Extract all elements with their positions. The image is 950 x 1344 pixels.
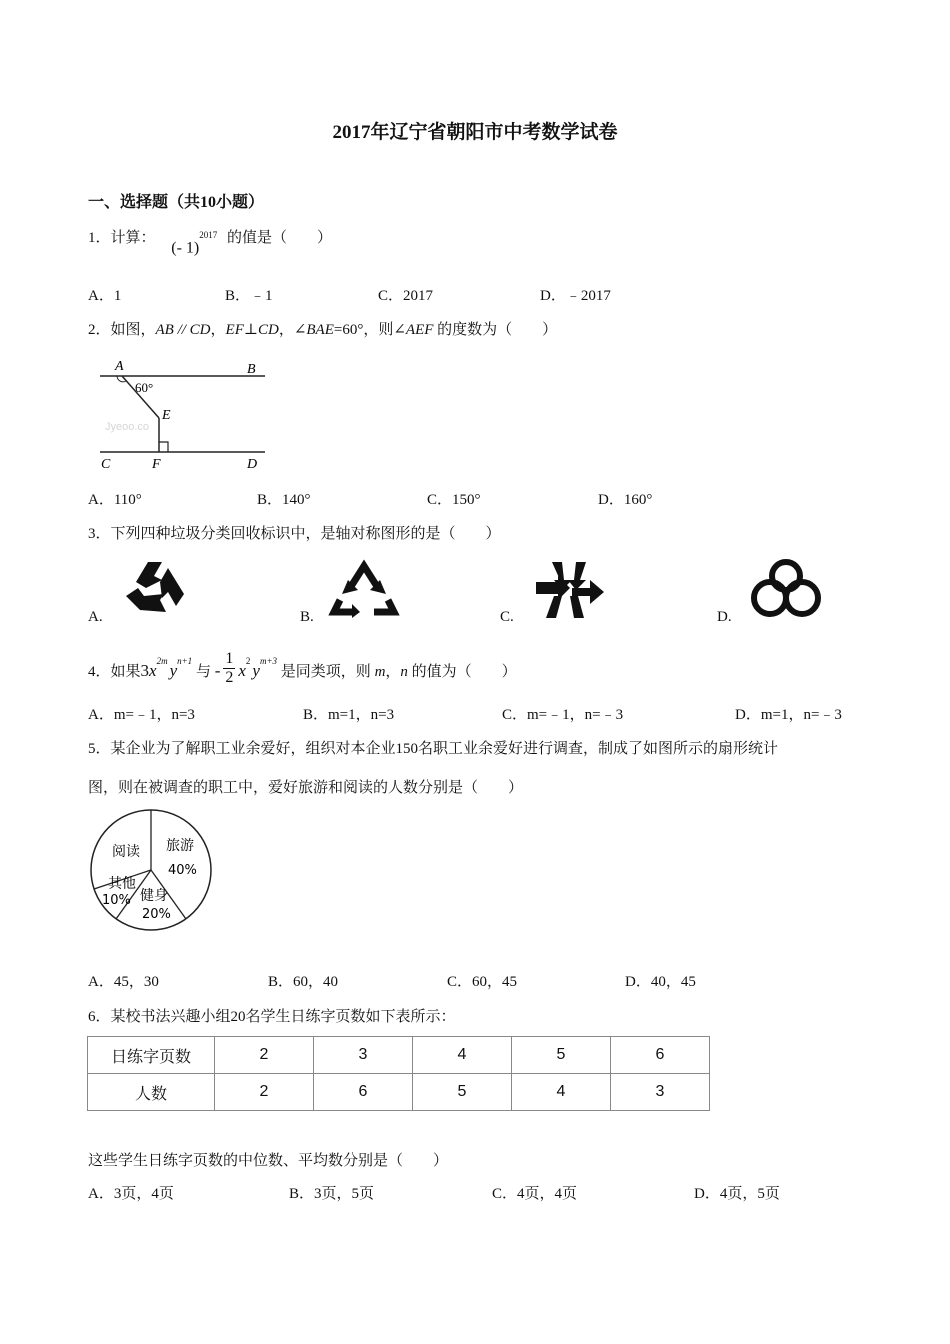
q1-option-d[interactable]: D．﹣2017 [540,288,611,304]
q3-option-c-label[interactable]: C. [500,609,514,625]
q1-expr-exp: 2017 [199,229,218,240]
q4-option-b[interactable]: B．m=1，n=3 [303,707,395,723]
q2-option-a[interactable]: A．110° [88,492,142,508]
q2-parallel-lines-figure [95,356,275,476]
q6-option-a[interactable]: A．3页，4页 [88,1186,174,1202]
three-rings-icon [748,556,824,620]
table-cell: 4 [512,1074,611,1111]
pie-label-fitness-pct: 20% [142,907,171,922]
q1-option-b[interactable]: B．﹣1 [225,288,273,304]
q4-fraction [223,650,235,687]
pie-label-travel: 旅游 [166,838,194,854]
q4-coef: 3 [140,660,150,680]
table-row [88,1074,710,1111]
pie-label-other: 其他 [108,876,136,892]
pie-label-travel-pct: 40% [168,863,197,878]
q6-option-b[interactable]: B．3页，5页 [289,1186,375,1202]
label-a: A [115,359,124,374]
triangle-arrows-icon [328,558,400,620]
q5-option-d[interactable]: D．40，45 [625,974,696,990]
q6-data-table [87,1036,710,1111]
q4-minus: - [214,660,221,680]
q1-stem [88,226,333,256]
q6-stem: 6．某校书法兴趣小组20名学生日练字页数如下表所示： [88,1009,456,1025]
q4-comma: ， [385,663,401,680]
q4-tail1: 是同类项，则 [277,663,375,680]
converging-arrows-icon [532,562,606,620]
q2-tail: 的度数为（ ） [433,322,558,338]
q4-y2: y [252,660,260,680]
q4-option-c[interactable]: C．m=﹣1，n=﹣3 [502,707,624,723]
q3-option-a-label[interactable]: A. [88,609,103,625]
pie-label-reading: 阅读 [112,844,140,860]
q3-option-d-label[interactable]: D. [717,609,732,625]
q4-y2-exp: m+3 [259,655,278,666]
q5-stem-line2: 图，则在被调查的职工中，爱好旅游和阅读的人数分别是（ ） [88,780,524,796]
q2-option-d[interactable]: D．160° [598,492,653,508]
q4-tail2: 的值为（ ） [407,663,517,680]
q4-frac-num: 1 [225,650,234,667]
q5-stem-line1: 5．某企业为了解职工业余爱好，组织对本企业150名职工业余爱好进行调查，制成了如图所示的扇形统计 [88,741,779,757]
table-cell: 3 [314,1037,413,1074]
q2-bae: BAE [306,322,334,338]
q1-expr-base: (- 1) [171,239,200,256]
q2-ef-cd: EF⊥CD [225,322,279,338]
q3-stem: 3．下列四种垃圾分类回收标识中，是轴对称图形的是（ ） [88,526,501,542]
table-cell: 2 [215,1037,314,1074]
q1-expression [171,229,218,257]
q4-x2-exp: 2 [245,655,251,666]
pie-label-fitness: 健身 [140,888,168,904]
q4-option-d[interactable]: D．m=1，n=﹣3 [735,707,842,723]
q2-option-b[interactable]: B．140° [257,492,311,508]
label-d: D [247,457,258,472]
q4-y-exp: n+1 [177,655,193,666]
table-cell: 2 [215,1074,314,1111]
q4-frac-den: 2 [225,669,234,686]
q4-stem [88,650,517,687]
label-angle-60: 60° [135,380,154,395]
q4-y: y [169,660,178,680]
q3-option-b-label[interactable]: B. [300,609,314,625]
q5-option-b[interactable]: B．60，40 [268,974,339,990]
q4-with: 与 [192,663,215,680]
table-cell: 6 [314,1074,413,1111]
table-cell: 3 [611,1074,710,1111]
watermark: Jyeoo.co [105,421,150,433]
page-title: 2017年辽宁省朝阳市中考数学试卷 [332,122,618,143]
q5-option-a[interactable]: A．45，30 [88,974,159,990]
q5-option-c[interactable]: C．60，45 [447,974,518,990]
q4-n: n [400,663,408,680]
right-angle-mark [159,442,168,452]
q2-sep1: ， [210,322,226,338]
q4-lead: 4．如果 [88,663,141,680]
q4-x: x [149,660,157,680]
q4-x-exp: 2m [156,655,168,666]
q1-prefix: 1．计算： [88,230,156,246]
q2-sep2: ，∠ [278,322,307,338]
q2-aef: AEF [405,322,434,338]
q6-followup: 这些学生日练字页数的中位数、平均数分别是（ ） [88,1153,449,1169]
label-c: C [101,457,111,472]
q1-suffix: 的值是（ ） [227,230,333,246]
table-row-header: 日练字页数 [88,1037,215,1074]
q1-option-a[interactable]: A．1 [88,288,122,304]
table-row [88,1037,710,1074]
q2-eq: =60°，则∠ [333,322,406,338]
q4-option-a[interactable]: A．m=﹣1，n=3 [88,707,195,723]
table-cell: 5 [413,1074,512,1111]
label-e: E [162,408,171,423]
hobby-pie-chart [88,808,218,934]
table-cell: 6 [611,1037,710,1074]
recycle-arrows-icon [118,556,190,620]
q6-option-c[interactable]: C．4页，4页 [492,1186,578,1202]
table-cell: 4 [413,1037,512,1074]
section-heading: 一、选择题（共10小题） [88,194,265,211]
label-f: F [152,457,161,472]
table-cell: 5 [512,1037,611,1074]
q2-num: 2．如图， [88,322,156,338]
q1-option-c[interactable]: C．2017 [378,288,434,304]
q6-option-d[interactable]: D．4页，5页 [694,1186,780,1202]
q2-option-c[interactable]: C．150° [427,492,481,508]
pie-label-other-pct: 10% [102,893,131,908]
label-b: B [247,362,256,377]
q4-m: m [374,663,386,680]
q2-stem [88,318,557,339]
table-row-header: 人数 [88,1074,215,1111]
q2-ab-cd: AB // CD [155,322,211,338]
q4-x2: x [238,660,246,680]
